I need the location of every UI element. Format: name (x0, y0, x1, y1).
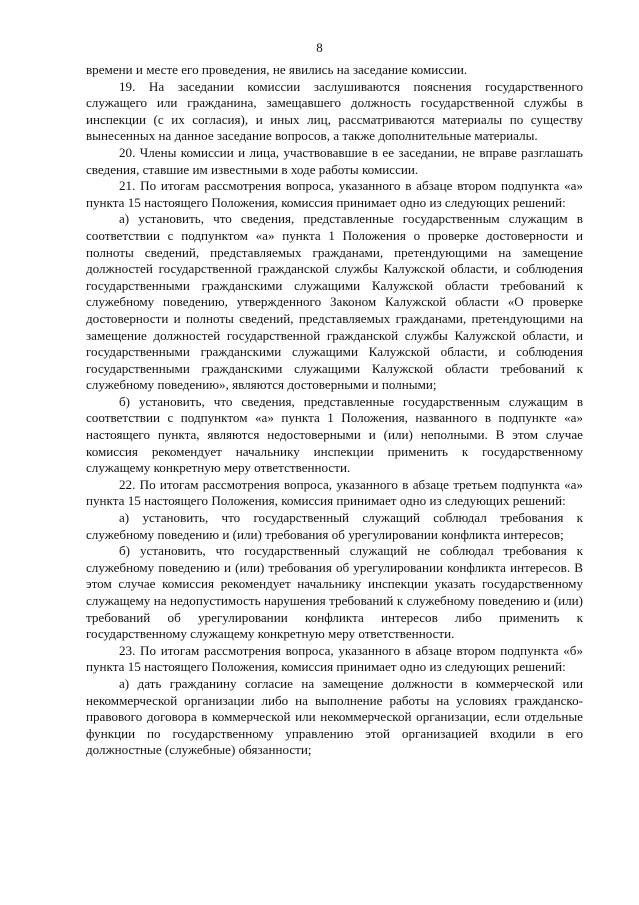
paragraph-21: 21. По итогам рассмотрения вопроса, указанного в абзаце втором подпункта «а» пункта 15 настоящего Положения, комиссия принимает одно из следующих решений: (86, 178, 583, 210)
paragraph-22: 22. По итогам рассмотрения вопроса, указанного в абзаце третьем подпункта «а» пункта 15 настоящего Положения, комиссия принимает одно из следующих решений: (86, 476, 583, 509)
paragraph-21-a: а) установить, что сведения, представленные государственным служащим в соответствии с подпунктом «а» пункта 1 Положения о проверке достоверности и полноты сведений, представляемых гражданами, претендующими на замещение должностей государственной гражданской службы Калужской области, и соблюдения государственными гражданскими служащими Калужской области требований к служебному поведению, утвержденного Законом Калужской области «О проверке достоверности и полноты сведений, представляемых гражданами, претендующими на замещение должностей государственной гражданской службы Калужской области, и государственными гражданскими служащими Калужской области, и соблюдения государственными гражданскими служащими Калужской области требований к служебному поведению», являются достоверными и полными; (86, 211, 583, 393)
paragraph-20: 20. Члены комиссии и лица, участвовавшие в ее заседании, не вправе разглашать сведения, ставшие им известными в ходе работы комиссии. (86, 144, 583, 177)
document-body (86, 62, 583, 759)
page-number: 8 (316, 40, 323, 55)
paragraph-19: 19. На заседании комиссии заслушиваются пояснения государственного служащего или гражданина, замещавшего должность государственной службы в инспекции (с их согласия), и иных лиц, рассматриваются материалы по существу вынесенных на данное заседание вопросов, а также дополнительные материалы. (86, 78, 583, 144)
paragraph-21-b: б) установить, что сведения, представленные государственным служащим в соответствии с подпунктом «а» пункта 1 Положения, названного в подпункте «а» настоящего пункта, являются недостоверными и (или) неполными. В этом случае комиссия рекомендует начальнику инспекции применить к государственному служащему конкретную меру ответственности. (86, 393, 583, 476)
paragraph-continuation: времени и месте его проведения, не явились на заседание комиссии. (86, 62, 468, 77)
paragraph-22-a: а) установить, что государственный служащий соблюдал требования к служебному поведению и (или) требования об урегулировании конфликта интересов; (86, 510, 583, 542)
paragraph-23: 23. По итогам рассмотрения вопроса, указанного в абзаце втором подпункта «б» пункта 15 настоящего Положения, комиссия принимает одно из следующих решений: (86, 642, 583, 675)
paragraph-23-a: а) дать гражданину согласие на замещение должности в коммерческой или некоммерческой организации либо на выполнение работы на условиях гражданско-правового договора в коммерческой или некоммерческой организации, если отдельные функции по государственному управлению этой организацией входили в его должностные (служебные) обязанности; (86, 675, 583, 758)
paragraph-22-b: б) установить, что государственный служащий не соблюдал требования к служебному поведению и (или) требования об урегулировании конфликта интересов. В этом случае комиссия рекомендует начальнику инспекции указать государственному служащему на недопустимость нарушения требований к служебному поведению и (или) требований об урегулировании конфликта интересов либо применить к государственному служащему конкретную меру ответственности. (86, 543, 583, 642)
